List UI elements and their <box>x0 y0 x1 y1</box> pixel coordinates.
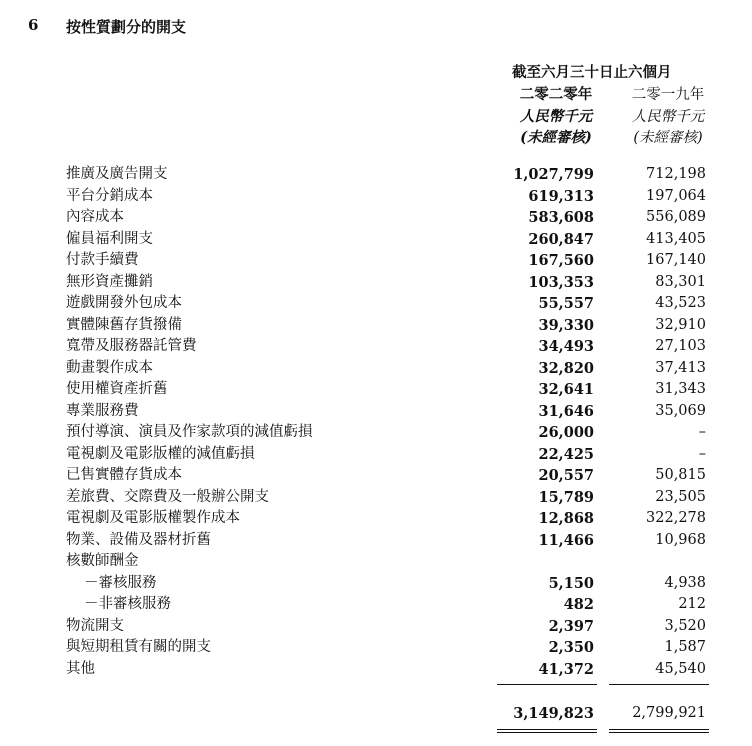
table-row <box>0 422 752 444</box>
value-2020: 2,350 <box>548 639 594 656</box>
row-label: 電視劇及電影版權的減值虧損 <box>66 445 255 462</box>
value-2019: 50,815 <box>655 467 706 483</box>
value-2019: – <box>698 445 706 462</box>
year-2020-header: 二零二零年 <box>519 86 593 103</box>
value-2019: 212 <box>678 596 706 612</box>
value-2020: 34,493 <box>538 338 594 355</box>
row-label: 無形資產攤銷 <box>66 273 153 290</box>
table-row <box>0 594 752 616</box>
value-2019: 23,505 <box>655 488 706 505</box>
table-row <box>0 293 752 315</box>
row-label: 遊戲開發外包成本 <box>66 295 182 311</box>
value-2020: 20,557 <box>538 467 594 484</box>
value-2019: 712,198 <box>646 166 706 182</box>
row-label: 已售實體存貨成本 <box>66 467 182 483</box>
unit-2020-header: 人民幣千元 <box>519 108 593 125</box>
value-2020: 22,425 <box>538 445 594 463</box>
value-2019: 4,938 <box>664 574 706 591</box>
audit-2020-header: (未經審核) <box>520 129 592 146</box>
value-2020: 619,313 <box>528 187 594 205</box>
value-2019: 37,413 <box>655 359 706 376</box>
row-label: 差旅費、交際費及一般辦公開支 <box>66 488 269 505</box>
value-2019: 45,540 <box>655 660 706 677</box>
value-2019: 322,278 <box>646 510 706 526</box>
value-2020: 41,372 <box>538 660 594 678</box>
row-label: －非審核服務 <box>84 596 171 612</box>
table-row <box>0 551 752 573</box>
period-header: 截至六月三十日止六個月 <box>512 64 672 81</box>
total-rule-2020-b <box>497 732 597 733</box>
table-row <box>0 508 752 530</box>
total-2019: 2,799,921 <box>632 705 706 721</box>
subtotal-rule-2020 <box>497 684 597 685</box>
table-row <box>0 659 752 681</box>
value-2020: 583,608 <box>528 209 594 226</box>
row-label: 內容成本 <box>66 209 124 225</box>
row-label: 付款手續費 <box>66 252 139 268</box>
table-row <box>0 229 752 251</box>
value-2020: 482 <box>563 596 594 613</box>
table-row <box>0 401 752 423</box>
value-2020: 103,353 <box>528 273 594 291</box>
value-2020: 260,847 <box>528 230 594 248</box>
table-row <box>0 272 752 294</box>
table-row <box>0 616 752 638</box>
value-2019: 27,103 <box>655 338 706 354</box>
table-row <box>0 250 752 272</box>
value-2019: 167,140 <box>646 252 706 268</box>
year-2019-header: 二零一九年 <box>631 87 705 103</box>
row-label: －審核服務 <box>84 574 157 591</box>
section-title: 按性質劃分的開支 <box>66 18 187 36</box>
value-2019: 83,301 <box>655 273 706 290</box>
row-label: 與短期租賃有關的開支 <box>66 639 211 655</box>
table-row <box>0 530 752 552</box>
value-2020: 15,789 <box>538 488 594 506</box>
value-2019: 43,523 <box>655 295 706 311</box>
total-rule-2019-a <box>609 729 709 730</box>
table-row <box>0 164 752 186</box>
value-2019: 3,520 <box>664 617 706 634</box>
row-label: 物流開支 <box>66 617 124 634</box>
table-row <box>0 465 752 487</box>
audit-2019-header: (未經審核) <box>633 130 703 146</box>
value-2020: 2,397 <box>548 617 594 635</box>
row-label: 實體陳舊存貨撥備 <box>66 316 182 333</box>
value-2020: 39,330 <box>538 316 594 334</box>
row-label: 物業、設備及器材折舊 <box>66 531 211 548</box>
table-row <box>0 186 752 208</box>
value-2020: 167,560 <box>528 252 594 269</box>
table-row <box>0 637 752 659</box>
total-rule-2019-b <box>609 732 709 733</box>
table-row <box>0 315 752 337</box>
subtotal-rule-2019 <box>609 684 709 685</box>
table-row <box>0 207 752 229</box>
value-2020: 31,646 <box>538 402 594 420</box>
value-2020: 1,027,799 <box>513 166 594 183</box>
row-label: 使用權資產折舊 <box>66 381 168 397</box>
total-rule-2020-a <box>497 729 597 730</box>
value-2020: 32,641 <box>538 381 594 398</box>
row-label: 預付導演、演員及作家款項的減值虧損 <box>66 424 313 440</box>
value-2019: 197,064 <box>646 187 706 204</box>
value-2019: – <box>698 424 706 440</box>
row-label: 平台分銷成本 <box>66 187 153 204</box>
value-2020: 12,868 <box>538 510 594 527</box>
total-2020: 3,149,823 <box>513 705 594 722</box>
row-label: 推廣及廣告開支 <box>66 166 168 182</box>
value-2019: 31,343 <box>655 381 706 397</box>
value-2020: 5,150 <box>548 574 594 592</box>
value-2019: 1,587 <box>664 639 706 655</box>
expense-table <box>0 164 752 680</box>
table-row <box>0 487 752 509</box>
value-2020: 55,557 <box>538 295 594 312</box>
row-label: 僱員福利開支 <box>66 230 153 247</box>
row-label: 核數師酬金 <box>66 553 139 569</box>
value-2019: 10,968 <box>655 531 706 548</box>
section-number: 6 <box>28 16 39 34</box>
row-label: 其他 <box>66 660 95 677</box>
row-label: 專業服務費 <box>66 402 139 419</box>
row-label: 寬帶及服務器託管費 <box>66 338 197 354</box>
value-2020: 26,000 <box>538 424 594 441</box>
table-row <box>0 573 752 595</box>
table-row <box>0 379 752 401</box>
value-2020: 11,466 <box>538 531 594 549</box>
row-label: 動畫製作成本 <box>66 359 153 376</box>
table-row <box>0 336 752 358</box>
value-2019: 413,405 <box>646 230 706 247</box>
value-2019: 32,910 <box>655 316 706 333</box>
value-2020: 32,820 <box>538 359 594 377</box>
row-label: 電視劇及電影版權製作成本 <box>66 510 240 526</box>
unit-2019-header: 人民幣千元 <box>631 109 705 125</box>
value-2019: 35,069 <box>655 402 706 419</box>
table-row <box>0 444 752 466</box>
value-2019: 556,089 <box>646 209 706 225</box>
table-row <box>0 358 752 380</box>
